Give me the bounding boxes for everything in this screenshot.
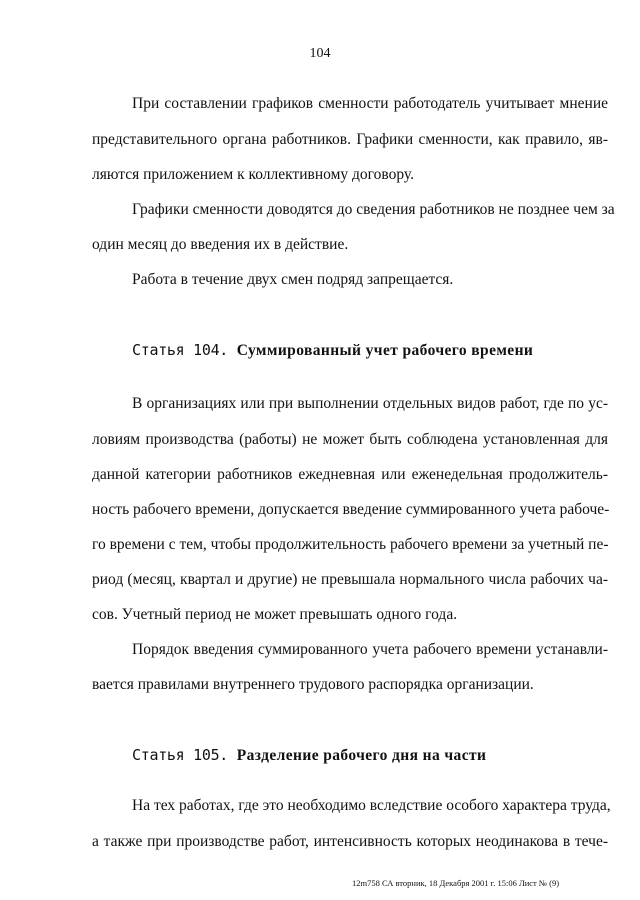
text-line: сов. Учетный период не может превышать одного года. xyxy=(92,606,458,623)
text-line: Работа в течение двух смен подряд запрещается. xyxy=(132,271,454,288)
text-line: представительного органа работников. Графики сменности, как правило, яв- xyxy=(92,131,608,148)
article-number: Статья 104. xyxy=(132,341,229,359)
text-line: а также при производстве работ, интенсивность которых неодинакова в тече- xyxy=(92,833,608,850)
page-number: 104 xyxy=(309,46,331,61)
text-line: один месяц до введения их в действие. xyxy=(92,236,349,253)
article-104-heading xyxy=(132,341,533,360)
text-line: В организациях или при выполнении отдельных видов работ, где по ус- xyxy=(132,395,608,412)
article-105-heading xyxy=(132,746,486,765)
text-line: Порядок введения суммированного учета рабочего времени устанавли- xyxy=(132,641,608,658)
text-line: На тех работах, где это необходимо вследствие особого характера труда, xyxy=(132,797,611,814)
text-line: ность рабочего времени, допускается введение суммированного учета рабоче- xyxy=(92,501,610,518)
article-title: Суммированный учет рабочего времени xyxy=(236,342,534,359)
text-line: ляются приложением к коллективному договору. xyxy=(92,166,414,183)
article-number: Статья 105. xyxy=(132,746,229,764)
text-line: го времени с тем, чтобы продолжительность рабочего времени за учетный пе- xyxy=(92,536,609,553)
text-line: При составлении графиков сменности работодатель учитывает мнение xyxy=(132,95,608,112)
text-line: данной категории работников ежедневная или еженедельная продолжитель- xyxy=(92,466,608,483)
text-line: Графики сменности доводятся до сведения работников не позднее чем за xyxy=(132,201,615,218)
page-footer: 12m758 СА вторник, 18 Декабря 2001 г. 15:06 Лист № (9) xyxy=(352,878,560,888)
text-line: риод (месяц, квартал и другие) не превышала нормального числа рабочих ча- xyxy=(92,571,608,588)
text-line: вается правилами внутреннего трудового распорядка организации. xyxy=(92,676,534,693)
article-title: Разделение рабочего дня на части xyxy=(236,747,487,764)
text-line: ловиям производства (работы) не может быть соблюдена установленная для xyxy=(92,431,608,448)
